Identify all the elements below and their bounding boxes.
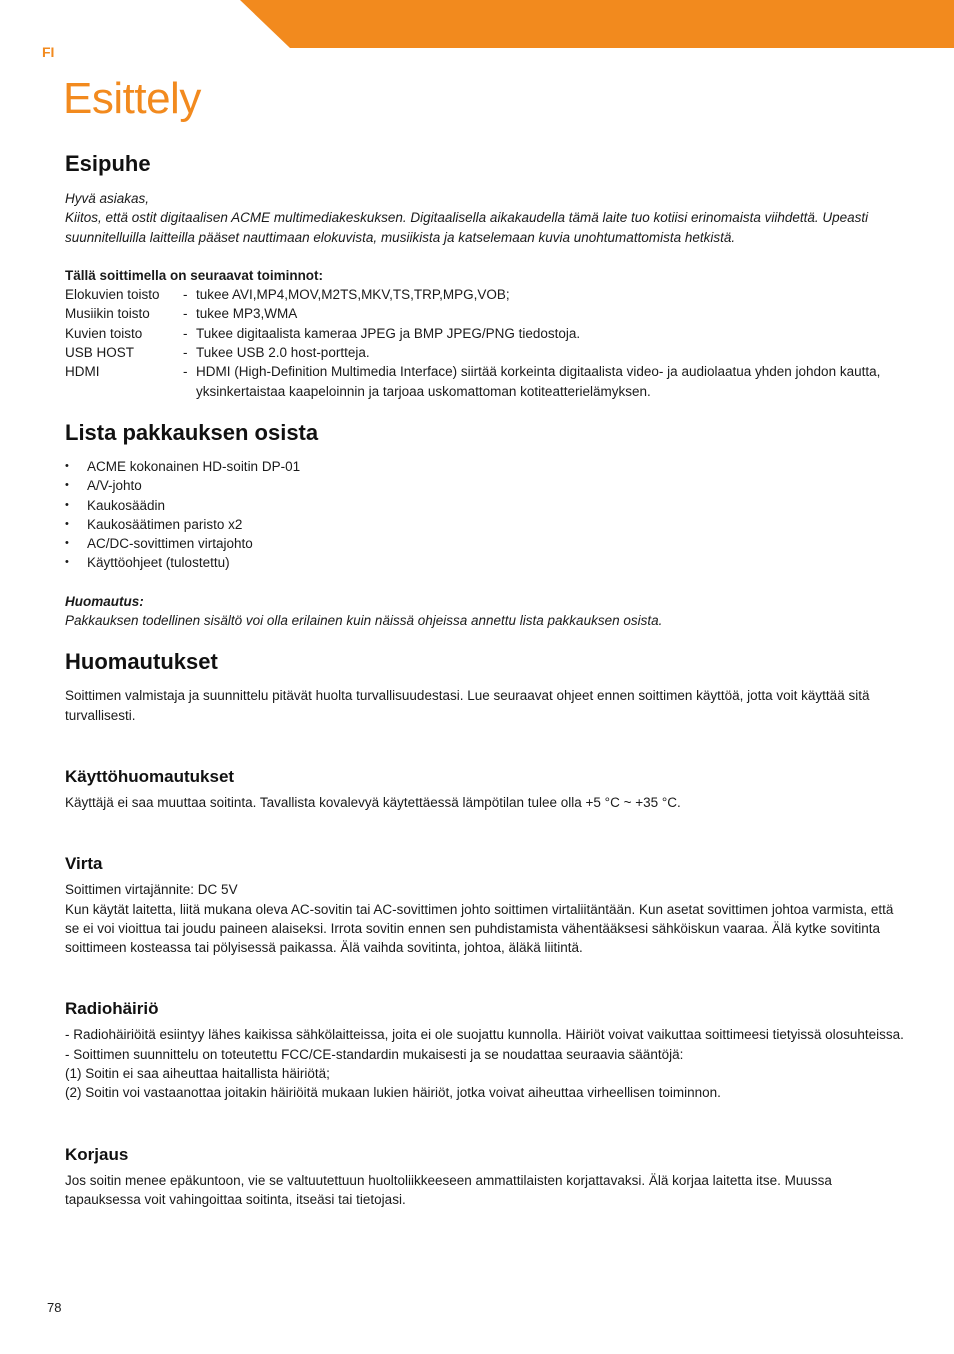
power-voltage: Soittimen virtajännite: DC 5V: [65, 882, 238, 898]
intro-greeting: Hyvä asiakas,: [65, 191, 150, 206]
radio-line: (1) Soitin ei saa aiheuttaa haitallista häiriötä;: [65, 1066, 330, 1082]
package-note-text: Pakkauksen todellinen sisältö voi olla erilainen kuin näissä ohjeissa annettu lista pakkauksen osista.: [65, 613, 663, 629]
intro-body: Kiitos, että ostit digitaalisen ACME multimediakeskuksen. Digitaalisella aikakaudella tämä laite tuo kotiisi erinomaista viihdettä. Upeasti suunnitelluilla laitteilla pääset nauttimaan elokuvista, musiikista ja katselemaan kuvia unohtumattomista hetkistä.: [65, 210, 869, 245]
repair-text: Jos soitin menee epäkuntoon, vie se valtuutettuun huoltoliikkeeseen ammattilaisten korjattavaksi. Älä korjaa laitetta itse. Muussa tapauksessa voit vahingoittaa soitinta, itseäsi tai tietojasi.: [65, 1172, 832, 1207]
list-item: • Käyttöohjeet (tulostettu): [65, 553, 905, 572]
radio-line: - Soittimen suunnittelu on toteutettu FCC/CE-standardin mukaisesti ja se noudattaa seuraavia sääntöjä:: [65, 1046, 684, 1062]
feature-row: [65, 362, 905, 401]
feature-name: USB HOST: [65, 345, 135, 361]
feature-desc: Tukee USB 2.0 host-portteja.: [196, 345, 370, 361]
intro-section: [65, 148, 905, 401]
feature-dash: -: [183, 325, 188, 341]
list-item: • A/V-johto: [65, 476, 905, 495]
header-accent-banner: [0, 0, 954, 50]
feature-row: [65, 343, 905, 362]
feature-desc: tukee MP3,WMA: [196, 306, 298, 322]
feature-desc: Tukee digitaalista kameraa JPEG ja BMP JPEG/PNG tiedostoja.: [196, 325, 581, 341]
feature-name: HDMI: [65, 364, 100, 380]
package-heading: Lista pakkauksen osista: [65, 419, 319, 445]
notices-intro: Soittimen valmistaja ja suunnittelu pitävät huolta turvallisuudestasi. Lue seuraavat ohjeet ennen soittimen käyttöä, jotta voit käyttää sitä turvallisesti.: [65, 688, 870, 723]
feature-row: [65, 304, 905, 323]
feature-dash: -: [183, 345, 188, 361]
package-section: [65, 417, 905, 630]
page-title: Esittely: [63, 74, 201, 123]
list-item: • AC/DC-sovittimen virtajohto: [65, 534, 905, 553]
feature-dash: -: [183, 287, 188, 303]
feature-row: [65, 324, 905, 343]
intro-heading: Esipuhe: [65, 151, 151, 176]
feature-name: Elokuvien toisto: [65, 287, 160, 303]
feature-dash: -: [183, 306, 188, 322]
language-code: FI: [42, 44, 55, 60]
notices-heading: Huomautukset: [65, 649, 218, 675]
feature-desc: HDMI (High-Definition Multimedia Interface) siirtää korkeinta digitaalista video- ja audiolaatua yhden johdon kautta, yksinkertaistaa kaapeloinnin ja tarjoaa uskomattoman kotiteatterielämyksen.: [196, 364, 881, 399]
list-item: • Kaukosäädin: [65, 496, 905, 515]
package-list: [65, 457, 905, 573]
feature-row: [65, 285, 905, 304]
repair-heading: Korjaus: [65, 1144, 129, 1164]
radio-heading: Radiohäiriö: [65, 999, 159, 1019]
power-heading: Virta: [65, 854, 103, 874]
features-table: [65, 285, 905, 401]
list-item: • ACME kokonainen HD-soitin DP-01: [65, 457, 905, 476]
power-text: Kun käytät laitetta, liitä mukana oleva AC-sovitin tai AC-sovittimen johto soittimen virtaliitäntään. Kun asetat sovittimen johtoa varmista, että se ei voi vioittua tai joudu paineen alaiseksi. Irrota sovitin ennen sen puhdistamista vähentääksesi sähköiskun vaaraa. Älä kytke sovitinta soittimeen kosteassa tai pölyisessä paikassa. Älä vaihda sovitinta, johtoa, äläkä liitintä.: [65, 901, 894, 956]
main-content: [65, 148, 905, 1209]
notices-section: [65, 646, 905, 1209]
package-note-label: Huomautus:: [65, 593, 144, 609]
radio-line: (2) Soitin voi vastaanottaa joitakin häiriöitä mukaan lukien häiriöt, jotka voivat aiheuttaa virheellisen toiminnon.: [65, 1085, 721, 1101]
list-item: • Kaukosäätimen paristo x2: [65, 515, 905, 534]
radio-line: - Radiohäiriöitä esiintyy lähes kaikissa sähkölaitteissa, joita ei ole suojattu kunnolla. Häiriöt voivat vaikuttaa soittimeesi tietyissä olosuhteissa.: [65, 1027, 904, 1043]
feature-dash: -: [183, 364, 188, 380]
feature-name: Kuvien toisto: [65, 325, 143, 341]
feature-desc: tukee AVI,MP4,MOV,M2TS,MKV,TS,TRP,MPG,VOB;: [196, 287, 510, 303]
usage-heading: Käyttöhuomautukset: [65, 766, 235, 786]
usage-text: Käyttäjä ei saa muuttaa soitinta. Tavallista kovalevyä käytettäessä lämpötilan tulee olla +5 °C ~ +35 °C.: [65, 794, 681, 810]
features-heading: Tällä soittimella on seuraavat toiminnot:: [65, 267, 324, 283]
feature-name: Musiikin toisto: [65, 306, 150, 322]
accent-shape: [240, 0, 954, 48]
page-number: 78: [47, 1300, 62, 1315]
